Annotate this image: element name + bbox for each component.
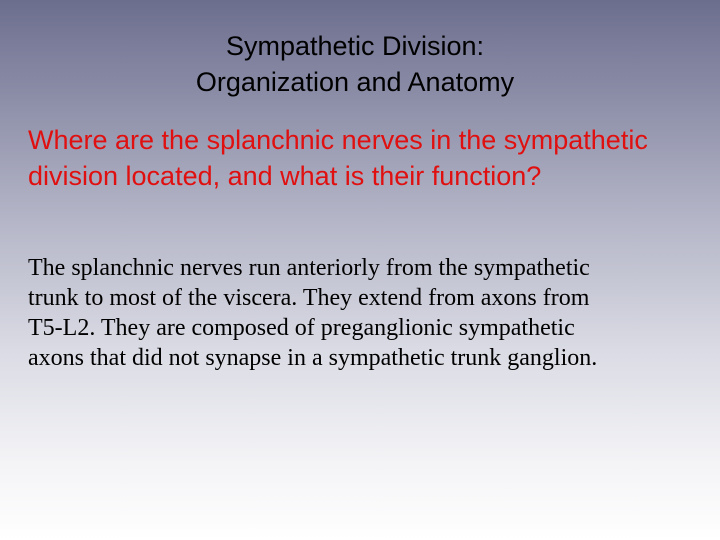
answer-line-4: axons that did not synapse in a sympathetic trunk ganglion. — [28, 345, 598, 371]
answer-line-3: T5-L2. They are composed of preganglionic sympathetic — [28, 315, 575, 341]
answer-line-2: trunk to most of the viscera. They extend from axons from — [28, 285, 590, 311]
slide-title — [0, 28, 710, 100]
slide-title-line-1: Sympathetic Division: — [225, 31, 485, 61]
question-text: Where are the splanchnic nerves in the sympathetic division located, and what is their function? — [28, 125, 648, 191]
slide-title-line-2: Organization and Anatomy — [195, 67, 515, 97]
answer-line-1: The splanchnic nerves run anteriorly from the sympathetic — [28, 255, 590, 281]
answer-text — [28, 253, 708, 373]
